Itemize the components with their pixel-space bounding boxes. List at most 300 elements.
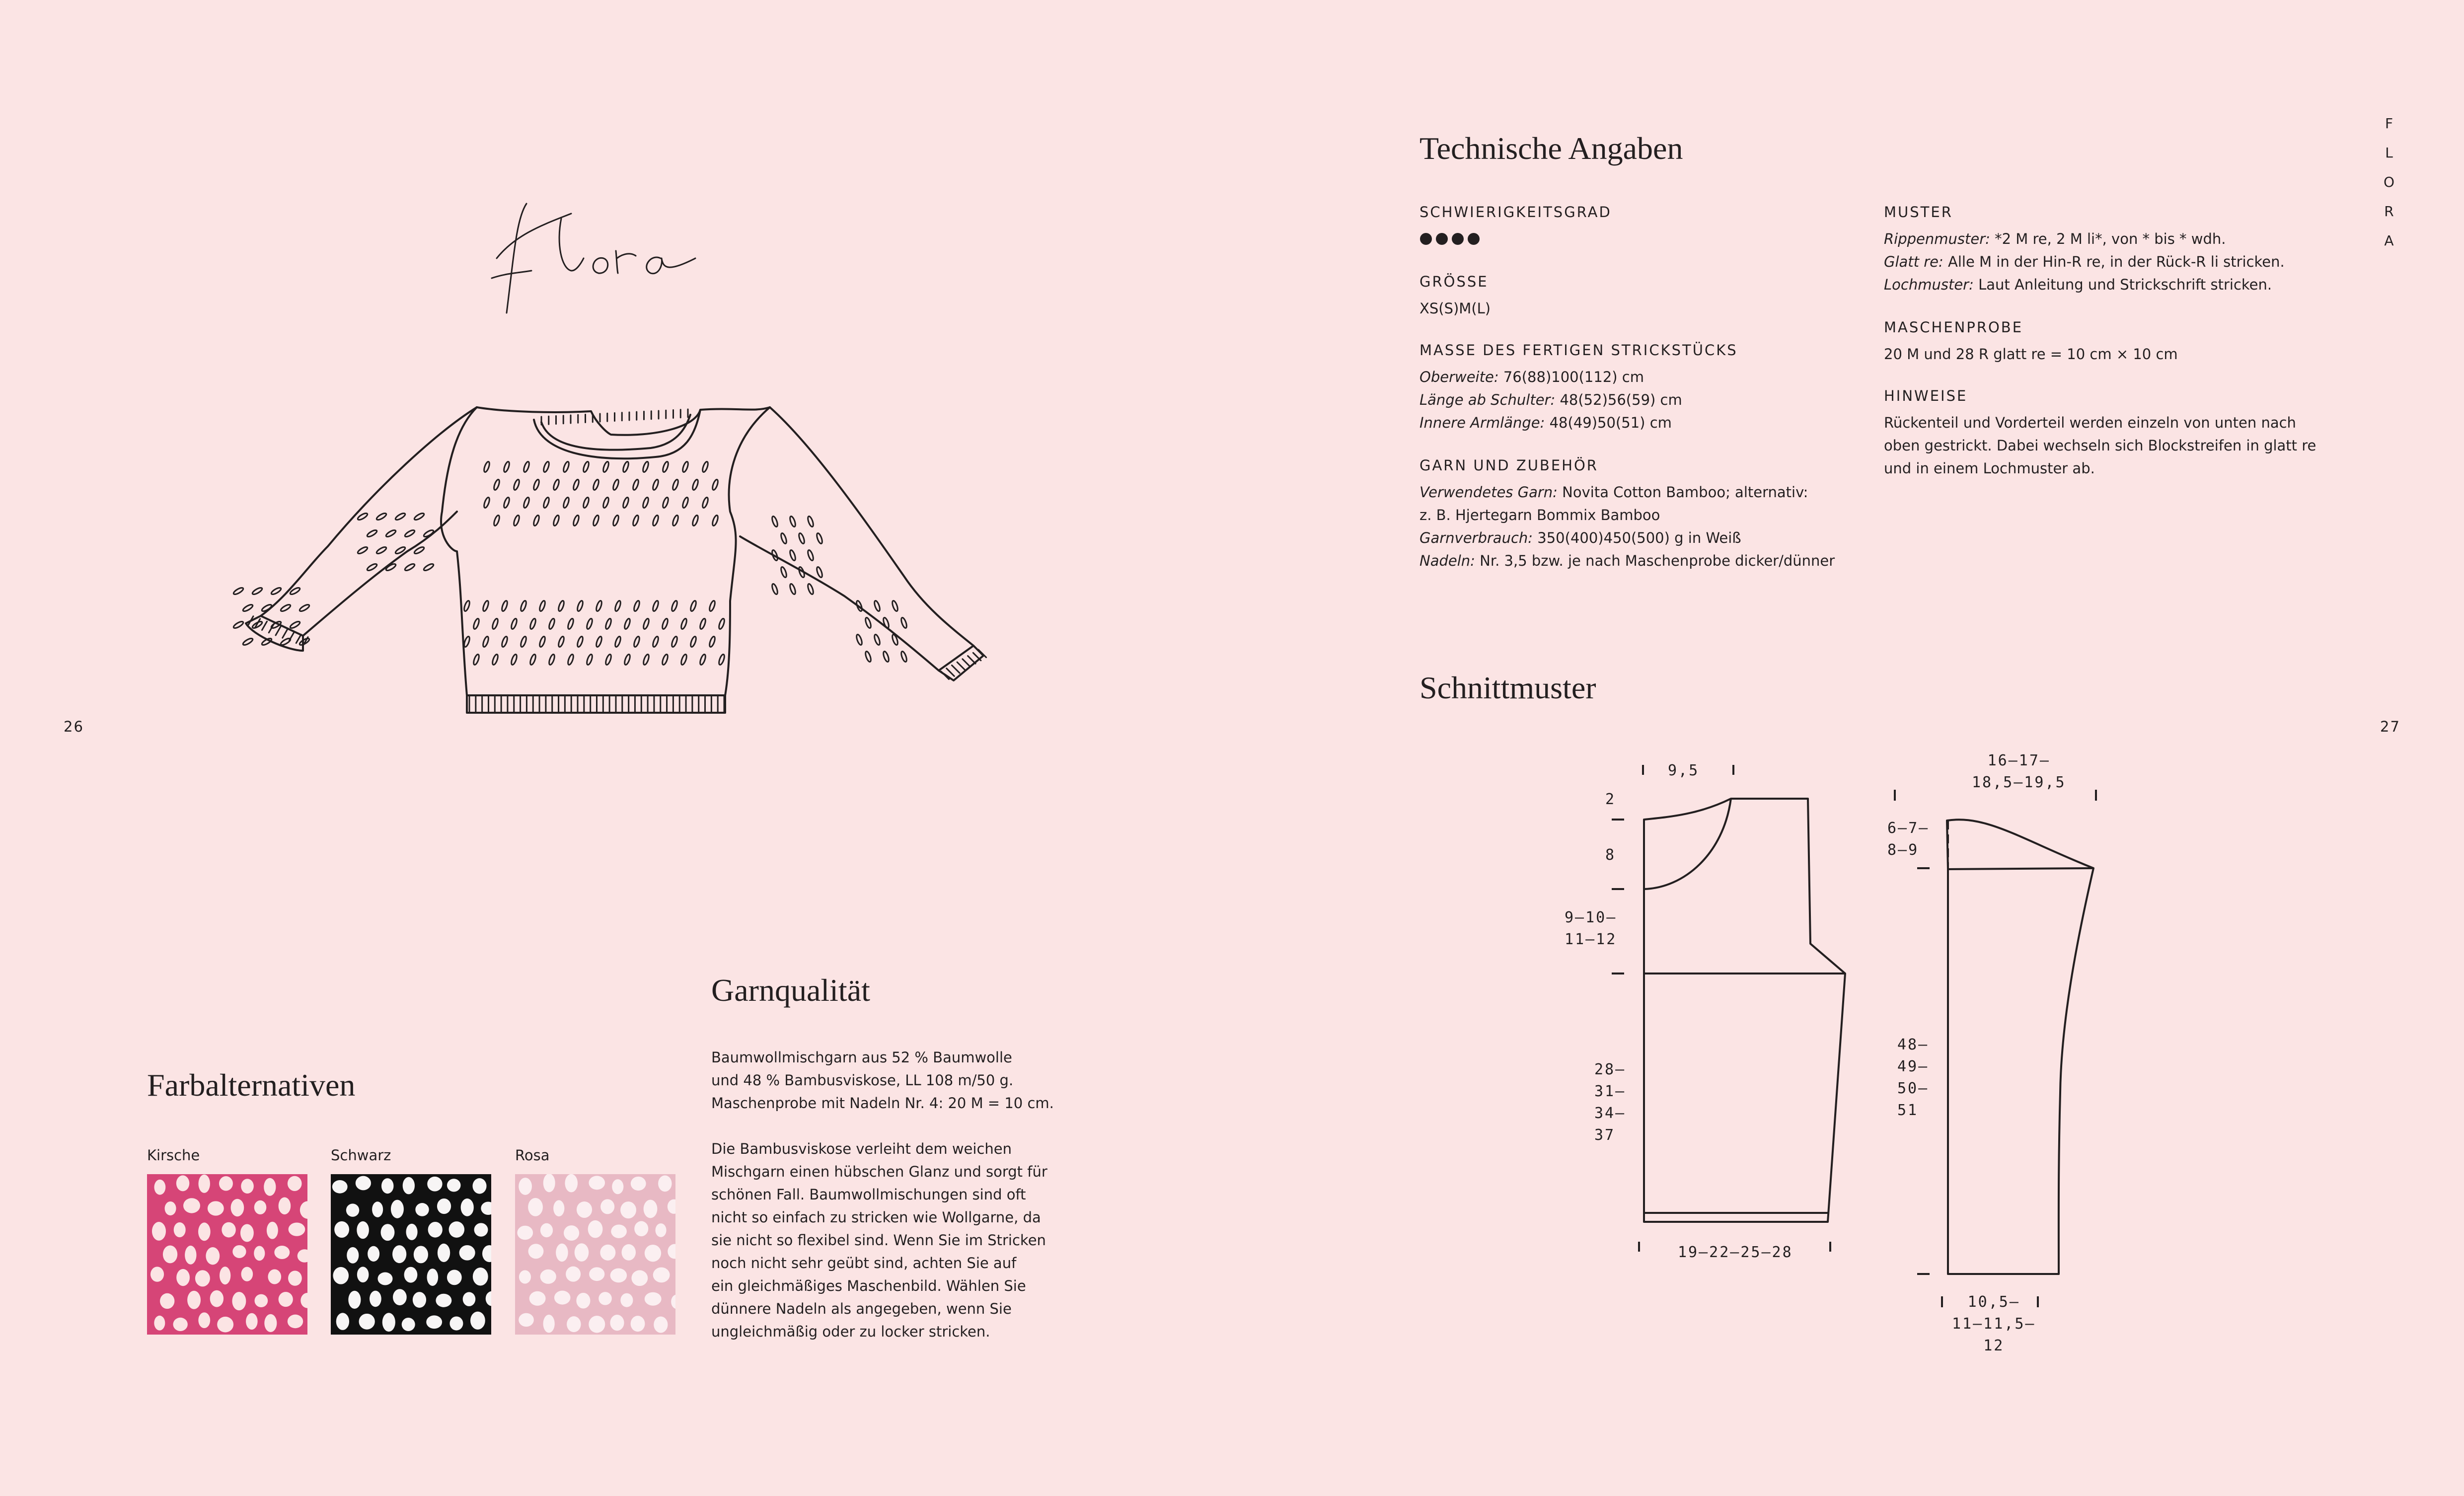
knit-eyelet bbox=[176, 1269, 190, 1286]
page-number-left: 26 bbox=[64, 718, 84, 735]
knit-eyelet bbox=[589, 1176, 605, 1190]
rib-tick bbox=[276, 627, 281, 635]
masse-key: Innere Armlänge: bbox=[1419, 414, 1545, 431]
eyelet-mark bbox=[548, 618, 555, 629]
knit-eyelet bbox=[288, 1315, 303, 1329]
knit-eyelet bbox=[473, 1268, 488, 1286]
masse-key: Länge ab Schulter: bbox=[1419, 391, 1556, 408]
eyelet-mark bbox=[662, 497, 669, 508]
knit-eyelet bbox=[631, 1316, 645, 1332]
knit-eyelet bbox=[336, 1313, 349, 1330]
technische-angaben-heading: Technische Angaben bbox=[1419, 131, 1683, 166]
knit-eyelet bbox=[481, 1201, 491, 1215]
knit-eyelet bbox=[600, 1199, 614, 1214]
eyelet-mark bbox=[652, 515, 659, 526]
eyelet-mark bbox=[680, 654, 687, 665]
eyelet-mark bbox=[529, 654, 536, 665]
rib-tick bbox=[957, 662, 965, 670]
side-tab-letter: F bbox=[2385, 115, 2393, 132]
eyelet-mark bbox=[576, 600, 584, 611]
knit-eyelet bbox=[246, 1313, 258, 1330]
knit-eyelet bbox=[368, 1246, 379, 1262]
knit-eyelet bbox=[267, 1222, 278, 1239]
rib-tick bbox=[952, 665, 960, 673]
knit-eyelet bbox=[334, 1221, 349, 1238]
masse-label: MASSE DES FERTIGEN STRICKSTÜCKS bbox=[1419, 342, 1738, 359]
knit-eyelet bbox=[332, 1180, 348, 1194]
masse-key: Oberweite: bbox=[1419, 369, 1499, 385]
eyelet-mark bbox=[567, 654, 574, 665]
dim-shoulder-drop: 2 bbox=[1605, 791, 1616, 808]
side-tab-letter: L bbox=[2385, 145, 2393, 161]
eyelet-mark bbox=[532, 515, 540, 526]
eyelet-mark bbox=[864, 617, 872, 628]
knit-eyelet bbox=[187, 1291, 201, 1309]
knit-eyelet bbox=[553, 1200, 564, 1216]
knit-eyelet bbox=[279, 1292, 293, 1307]
eyelet-mark bbox=[689, 636, 697, 647]
eyelet-mark bbox=[576, 636, 584, 647]
knit-eyelet bbox=[645, 1292, 662, 1306]
dim-body-width: 19–22–25–28 bbox=[1678, 1244, 1793, 1261]
eyelet-mark bbox=[501, 636, 508, 647]
eyelet-mark bbox=[622, 461, 629, 472]
dim-body-length: 28– 31– 34– 37 bbox=[1594, 1061, 1626, 1144]
eyelet-mark bbox=[513, 479, 520, 490]
garn-value: Novita Cotton Bamboo; alternativ: bbox=[1557, 484, 1808, 501]
eyelet-mark bbox=[632, 515, 639, 526]
eyelet-mark bbox=[602, 497, 609, 508]
knit-eyelet bbox=[414, 1246, 428, 1263]
eyelet-mark bbox=[708, 600, 716, 611]
eyelet-mark bbox=[623, 654, 631, 665]
eyelet-mark bbox=[357, 512, 368, 521]
eyelet-mark bbox=[491, 618, 499, 629]
knit-eyelet bbox=[610, 1315, 624, 1331]
text-line: schönen Fall. Baumwollmischungen sind oft bbox=[711, 1186, 1026, 1203]
knit-eyelet bbox=[577, 1201, 592, 1218]
farbalternativen-heading: Farbalternativen bbox=[147, 1067, 356, 1103]
eyelet-mark bbox=[482, 600, 489, 611]
rib-tick bbox=[973, 653, 981, 661]
muster-value: Laut Anleitung und Strickschrift stricken. bbox=[1973, 276, 2272, 293]
knit-eyelet bbox=[183, 1198, 200, 1213]
eyelet-mark bbox=[771, 583, 778, 595]
side-tab-letter: A bbox=[2384, 232, 2394, 249]
knit-eyelet bbox=[370, 1291, 381, 1307]
knit-eyelet bbox=[598, 1292, 612, 1305]
schwierigkeit-label: SCHWIERIGKEITSGRAD bbox=[1419, 204, 1612, 221]
knit-eyelet bbox=[241, 1267, 253, 1281]
eyelet-mark bbox=[604, 654, 612, 665]
eyelet-mark bbox=[366, 563, 377, 572]
swatch-label-rosa: Rosa bbox=[515, 1147, 550, 1164]
eyelet-mark bbox=[538, 600, 546, 611]
eyelet-mark bbox=[642, 461, 649, 472]
eyelet-mark bbox=[472, 654, 480, 665]
eyelet-mark bbox=[366, 529, 377, 538]
eyelet-mark bbox=[483, 497, 490, 508]
knit-eyelet bbox=[519, 1313, 534, 1327]
knit-eyelet bbox=[653, 1268, 670, 1283]
knit-eyelet bbox=[517, 1226, 533, 1240]
knit-texture-schwarz bbox=[331, 1174, 491, 1335]
groesse-value: XS(S)M(L) bbox=[1419, 300, 1491, 317]
knit-eyelet bbox=[152, 1222, 166, 1241]
eyelet-mark bbox=[855, 634, 863, 645]
knit-eyelet bbox=[588, 1220, 603, 1238]
text-line: und in einem Lochmuster ab. bbox=[1884, 460, 2095, 477]
knit-eyelet bbox=[575, 1243, 589, 1262]
knit-eyelet bbox=[268, 1270, 281, 1284]
eyelet-mark bbox=[375, 546, 387, 555]
eyelet-mark bbox=[807, 583, 814, 595]
knit-eyelet bbox=[333, 1267, 349, 1284]
eyelet-mark bbox=[242, 637, 253, 646]
eyelet-mark bbox=[681, 461, 689, 472]
knit-eyelet bbox=[428, 1222, 443, 1238]
eyelet-mark bbox=[711, 479, 719, 490]
eyelet-mark bbox=[642, 654, 650, 665]
eyelet-mark bbox=[891, 600, 898, 611]
eyelet-mark bbox=[807, 516, 814, 527]
eyelet-mark bbox=[510, 654, 518, 665]
eyelet-mark bbox=[513, 515, 520, 526]
knit-eyelet bbox=[279, 1197, 291, 1215]
knit-eyelet bbox=[289, 1223, 305, 1236]
knit-eyelet bbox=[210, 1290, 224, 1307]
dim-armhole: 9–10– 11–12 bbox=[1565, 909, 1617, 948]
rib-tick bbox=[283, 629, 288, 638]
dim-sleeve-cap: 6–7– 8–9 bbox=[1887, 820, 1930, 859]
eyelet-mark bbox=[798, 566, 805, 578]
masse-value: 48(52)56(59) cm bbox=[1555, 391, 1682, 408]
eyelet-mark bbox=[423, 563, 434, 572]
eyelet-mark bbox=[586, 618, 593, 629]
knit-eyelet bbox=[165, 1201, 176, 1215]
knit-eyelet bbox=[612, 1179, 623, 1194]
knit-eyelet bbox=[589, 1316, 605, 1333]
knit-eyelet bbox=[436, 1294, 451, 1307]
knit-eyelet bbox=[154, 1180, 165, 1195]
difficulty-dots-icon bbox=[1419, 231, 1484, 246]
text-line: und 48 % Bambusviskose, LL 108 m/50 g. bbox=[711, 1072, 1014, 1089]
garn-value: 350(400)450(500) g in Weiß bbox=[1533, 529, 1741, 546]
knit-eyelet bbox=[241, 1179, 254, 1194]
knit-eyelet bbox=[589, 1267, 604, 1281]
eyelet-mark bbox=[612, 515, 619, 526]
garnqualitaet-heading: Garnqualität bbox=[711, 972, 870, 1008]
masse-value: 76(88)100(112) cm bbox=[1498, 369, 1644, 385]
eyelet-mark bbox=[672, 479, 679, 490]
eyelet-mark bbox=[572, 479, 580, 490]
schnittmuster-heading: Schnittmuster bbox=[1419, 670, 1596, 705]
eyelet-mark bbox=[780, 532, 787, 544]
knit-eyelet bbox=[403, 1177, 415, 1195]
text-line: nicht so einfach zu stricken wie Wollgarne, da bbox=[711, 1209, 1041, 1226]
muster-key: Glatt re: bbox=[1884, 253, 1943, 270]
knit-eyelet bbox=[150, 1267, 164, 1281]
knit-eyelet bbox=[255, 1294, 268, 1307]
eyelet-mark bbox=[510, 618, 518, 629]
eyelet-mark bbox=[385, 529, 396, 538]
knit-eyelet bbox=[195, 1270, 210, 1286]
eyelet-mark bbox=[789, 516, 796, 527]
eyelet-mark bbox=[681, 497, 689, 508]
knit-eyelet bbox=[427, 1269, 439, 1286]
knit-eyelet bbox=[600, 1245, 615, 1261]
eyelet-mark bbox=[532, 479, 540, 490]
garn-value: z. B. Hjertegarn Bommix Bamboo bbox=[1419, 507, 1660, 524]
eyelet-mark bbox=[873, 600, 881, 611]
eyelet-mark bbox=[251, 587, 263, 596]
masse-value: 48(49)50(51) cm bbox=[1545, 414, 1672, 431]
knit-eyelet bbox=[620, 1201, 636, 1218]
knit-eyelet bbox=[198, 1222, 211, 1241]
knit-eyelet bbox=[528, 1244, 544, 1259]
knit-texture-rosa bbox=[515, 1174, 675, 1335]
eyelet-mark bbox=[501, 600, 508, 611]
text-line: sie nicht so flexibel sind. Wenn Sie im Stricken bbox=[711, 1232, 1046, 1249]
knit-eyelet bbox=[381, 1224, 395, 1241]
eyelet-mark bbox=[483, 461, 490, 472]
swatch-rosa bbox=[515, 1174, 675, 1335]
text-line: Die Bambusviskose verleiht dem weichen bbox=[711, 1140, 1012, 1157]
eyelet-mark bbox=[503, 497, 510, 508]
eyelet-mark bbox=[572, 515, 580, 526]
swatch-label-schwarz: Schwarz bbox=[331, 1147, 391, 1164]
knit-eyelet bbox=[220, 1267, 230, 1284]
knit-eyelet bbox=[185, 1246, 196, 1265]
knit-eyelet bbox=[540, 1223, 553, 1237]
knit-eyelet bbox=[154, 1316, 165, 1331]
knit-eyelet bbox=[254, 1246, 265, 1261]
knit-eyelet bbox=[437, 1198, 451, 1214]
knit-eyelet bbox=[198, 1175, 210, 1193]
text-line: oben gestrickt. Dabei wechseln sich Blockstreifen in glatt re bbox=[1884, 437, 2316, 454]
groesse-label: GRÖSSE bbox=[1419, 273, 1489, 290]
knit-eyelet bbox=[176, 1175, 189, 1191]
eyelet-mark bbox=[503, 461, 510, 472]
eyelet-mark bbox=[718, 654, 725, 665]
eyelet-mark bbox=[289, 620, 300, 629]
knit-eyelet bbox=[482, 1245, 491, 1262]
knit-eyelet bbox=[377, 1272, 392, 1285]
knit-eyelet bbox=[620, 1293, 633, 1307]
swatch-kirsche bbox=[147, 1174, 307, 1335]
eyelet-mark bbox=[680, 618, 687, 629]
knit-eyelet bbox=[413, 1292, 426, 1308]
knit-eyelet bbox=[671, 1294, 675, 1309]
knit-eyelet bbox=[668, 1244, 675, 1259]
eyelet-mark bbox=[771, 516, 778, 527]
text-line: ungleichmäßig oder zu locker stricken. bbox=[711, 1323, 990, 1340]
knit-eyelet bbox=[528, 1198, 543, 1216]
eyelet-mark bbox=[789, 549, 796, 561]
garn-label: GARN UND ZUBEHÖR bbox=[1419, 457, 1598, 474]
text-line: ein gleichmäßiges Maschenbild. Wählen Sie bbox=[711, 1277, 1026, 1294]
garnqualitaet-paragraph-2 bbox=[711, 1137, 1047, 1343]
knit-eyelet bbox=[576, 1293, 590, 1309]
knit-eyelet bbox=[449, 1221, 464, 1238]
swatch-schwarz bbox=[331, 1174, 491, 1335]
eyelet-mark bbox=[633, 600, 640, 611]
difficulty-rating bbox=[1419, 231, 1484, 248]
eyelet-mark bbox=[661, 654, 669, 665]
hinweise-values bbox=[1884, 411, 2316, 480]
eyelet-mark bbox=[691, 515, 699, 526]
knit-eyelet bbox=[288, 1271, 302, 1285]
knit-eyelet bbox=[264, 1178, 276, 1196]
garn-value: Nr. 3,5 bzw. je nach Maschenprobe dicker/dünner bbox=[1475, 552, 1835, 569]
dim-sleeve-cuff: 10,5– 11–11,5– 12 bbox=[1952, 1293, 2036, 1354]
knit-eyelet bbox=[254, 1200, 267, 1214]
eyelet-mark bbox=[586, 654, 593, 665]
swatch-label-kirsche: Kirsche bbox=[147, 1147, 200, 1164]
text-line: Rückenteil und Vorderteil werden einzeln von unten nach bbox=[1884, 414, 2296, 431]
eyelet-mark bbox=[873, 634, 881, 645]
eyelet-mark bbox=[652, 636, 659, 647]
eyelet-mark bbox=[299, 603, 310, 612]
eyelet-mark bbox=[538, 636, 546, 647]
knit-eyelet bbox=[231, 1199, 244, 1216]
flora-handwritten-title bbox=[487, 184, 725, 333]
eyelet-mark bbox=[557, 600, 565, 611]
eyelet-mark bbox=[270, 587, 282, 596]
maschenprobe-label: MASCHENPROBE bbox=[1884, 319, 2023, 336]
eyelet-mark bbox=[582, 497, 590, 508]
eyelet-mark bbox=[642, 618, 650, 629]
knit-eyelet bbox=[174, 1222, 186, 1237]
eyelet-mark bbox=[548, 654, 555, 665]
eyelet-mark bbox=[671, 636, 678, 647]
eyelet-mark bbox=[661, 618, 669, 629]
knit-eyelet bbox=[357, 1267, 369, 1282]
eyelet-mark bbox=[595, 636, 602, 647]
knit-eyelet bbox=[391, 1200, 404, 1218]
eyelet-mark bbox=[567, 618, 574, 629]
eyelet-mark bbox=[523, 461, 530, 472]
page-number-right: 27 bbox=[2380, 718, 2400, 735]
knit-eyelet bbox=[217, 1317, 233, 1333]
muster-value: *2 M re, 2 M li*, von * bis * wdh. bbox=[1990, 230, 2226, 247]
knit-eyelet bbox=[658, 1175, 672, 1192]
dim-sleeve-length: 48– 49– 50– 51 bbox=[1897, 1036, 1929, 1119]
knit-eyelet bbox=[232, 1245, 246, 1258]
eyelet-mark bbox=[493, 515, 500, 526]
eyelet-mark bbox=[280, 637, 291, 646]
eyelet-mark bbox=[711, 515, 719, 526]
eyelet-mark bbox=[691, 479, 699, 490]
knit-eyelet bbox=[298, 1249, 307, 1262]
knit-eyelet bbox=[240, 1224, 254, 1242]
text-line: Baumwollmischgarn aus 52 % Baumwolle bbox=[711, 1049, 1012, 1066]
eyelet-mark bbox=[520, 600, 527, 611]
eyelet-mark bbox=[232, 587, 244, 596]
eyelet-mark bbox=[604, 618, 612, 629]
eyelet-mark bbox=[864, 651, 872, 662]
knit-eyelet bbox=[543, 1315, 555, 1333]
eyelet-mark bbox=[592, 515, 599, 526]
knit-eyelet bbox=[288, 1176, 302, 1191]
dim-neck-depth: 8 bbox=[1605, 846, 1616, 864]
knit-eyelet bbox=[232, 1292, 246, 1310]
muster-values bbox=[1884, 227, 2285, 296]
knit-eyelet bbox=[519, 1178, 532, 1195]
eyelet-mark bbox=[701, 497, 709, 508]
eyelet-mark bbox=[789, 583, 796, 595]
muster-key: Rippenmuster: bbox=[1884, 230, 1990, 247]
sweater-illustration bbox=[159, 387, 1033, 785]
eyelet-mark bbox=[642, 497, 649, 508]
eyelet-mark bbox=[612, 479, 619, 490]
eyelet-mark bbox=[652, 600, 659, 611]
script-title bbox=[487, 184, 725, 333]
knit-eyelet bbox=[198, 1312, 210, 1328]
eyelet-mark bbox=[652, 479, 659, 490]
knit-eyelet bbox=[372, 1201, 383, 1217]
garn-key: Verwendetes Garn: bbox=[1419, 484, 1558, 501]
eyelet-mark bbox=[623, 618, 631, 629]
side-tab-letter: O bbox=[2383, 174, 2395, 190]
eyelet-mark bbox=[242, 603, 253, 612]
knit-eyelet bbox=[472, 1178, 486, 1194]
eyelet-mark bbox=[375, 512, 387, 521]
knit-eyelet bbox=[565, 1174, 578, 1193]
knit-eyelet bbox=[160, 1293, 174, 1309]
knit-eyelet bbox=[300, 1201, 307, 1219]
garnqualitaet-paragraph-1 bbox=[711, 1046, 1054, 1115]
eyelet-mark bbox=[882, 617, 890, 628]
flora-sweater-drawing bbox=[159, 387, 1033, 785]
eyelet-mark bbox=[552, 479, 560, 490]
muster-label: MUSTER bbox=[1884, 204, 1953, 221]
eyelet-mark bbox=[816, 532, 823, 544]
knit-eyelet bbox=[393, 1289, 407, 1305]
dim-sleeve-top: 16–17– 18,5–19,5 bbox=[1972, 752, 2066, 791]
pattern-schematic bbox=[1540, 745, 2136, 1371]
garn-values bbox=[1419, 481, 1835, 572]
eyelet-mark bbox=[671, 600, 678, 611]
knit-eyelet bbox=[447, 1270, 462, 1285]
eyelet-mark bbox=[622, 497, 629, 508]
text-line: dünnere Nadeln als angegeben, wenn Sie bbox=[711, 1300, 1012, 1317]
eyelet-mark bbox=[614, 600, 621, 611]
knit-eyelet bbox=[668, 1199, 675, 1214]
knit-eyelet bbox=[519, 1270, 531, 1283]
muster-value: Alle M in der Hin-R re, in der Rück-R li stricken. bbox=[1943, 253, 2285, 270]
knit-eyelet bbox=[438, 1244, 450, 1262]
knit-eyelet bbox=[415, 1203, 429, 1216]
eyelet-mark bbox=[280, 603, 291, 612]
eyelet-mark bbox=[699, 654, 706, 665]
knit-eyelet bbox=[359, 1314, 375, 1330]
knit-eyelet bbox=[540, 1270, 556, 1284]
knit-eyelet bbox=[556, 1244, 568, 1262]
eyelet-mark bbox=[562, 497, 570, 508]
knit-eyelet bbox=[554, 1291, 571, 1305]
eyelet-mark bbox=[404, 563, 415, 572]
eyelet-mark bbox=[701, 461, 709, 472]
knit-eyelet bbox=[631, 1177, 646, 1191]
knit-eyelet bbox=[459, 1245, 475, 1261]
eyelet-mark bbox=[542, 497, 550, 508]
eyelet-mark bbox=[413, 512, 425, 521]
knit-eyelet bbox=[173, 1318, 188, 1331]
eyelet-mark bbox=[463, 636, 470, 647]
rib-tick bbox=[963, 659, 971, 667]
knit-eyelet bbox=[264, 1314, 277, 1332]
